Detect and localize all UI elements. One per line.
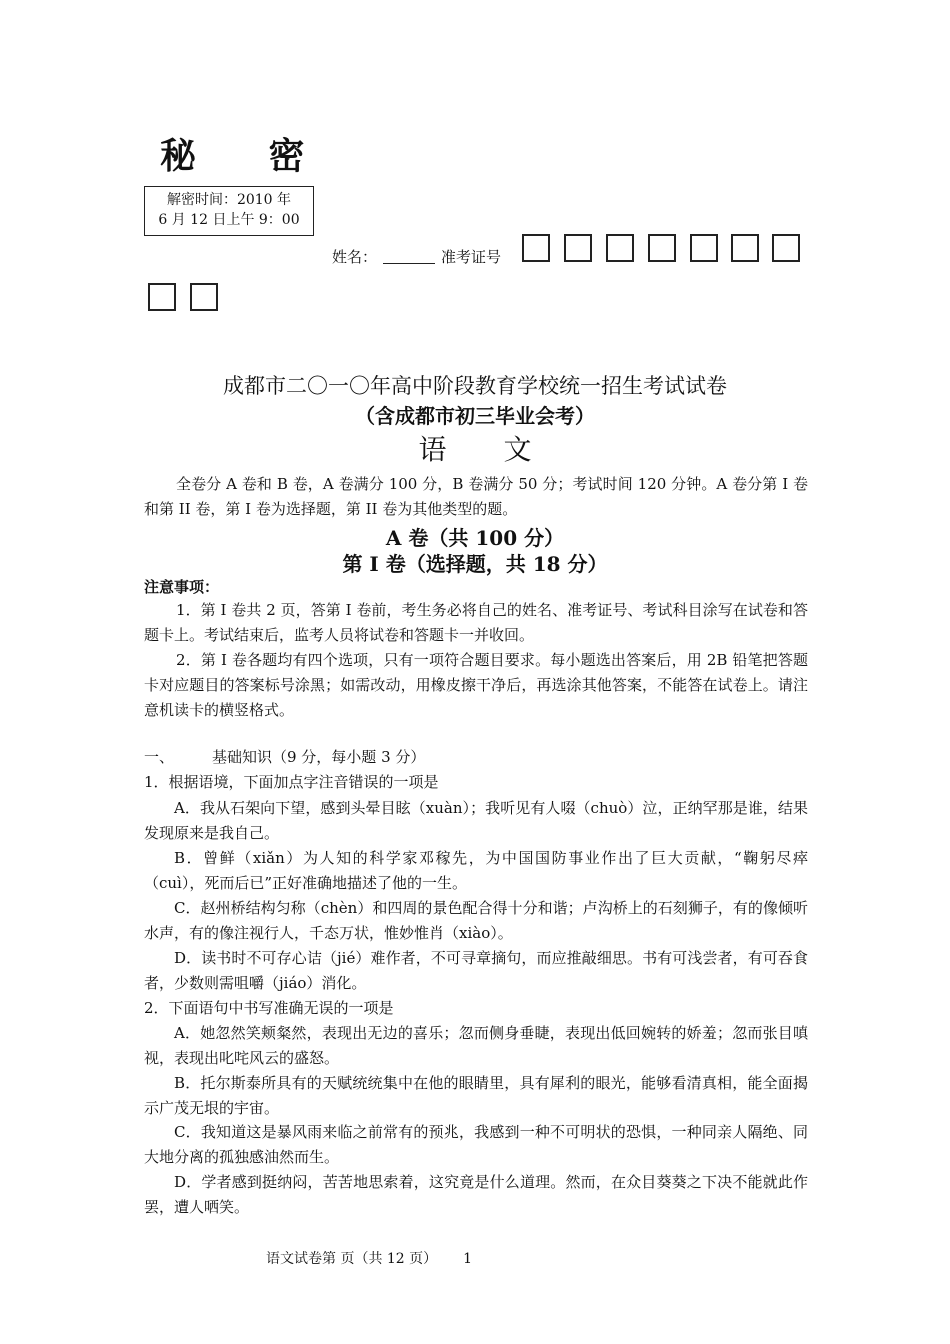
declass-line-1: 解密时间：2010 年 bbox=[166, 192, 292, 208]
ticket-digit-box[interactable] bbox=[772, 234, 800, 262]
declassification-box bbox=[144, 186, 314, 236]
exam-subtitle: （含成都市初三毕业会考） bbox=[355, 404, 595, 428]
ticket-label: 准考证号 bbox=[441, 248, 502, 266]
ticket-digit-box[interactable] bbox=[731, 234, 759, 262]
page-footer bbox=[266, 1248, 472, 1268]
question-2-option-a: A．她忽然笑颊粲然，表现出无边的喜乐；忽而侧身垂睫，表现出低回婉转的娇羞；忽而张目嗔视，表现出叱咤风云的盛怒。 bbox=[144, 1024, 808, 1067]
intro-paragraph: 全卷分 A 卷和 B 卷，A 卷满分 100 分，B 卷满分 50 分；考试时间 120 分钟。A 卷分第 I 卷和第 II 卷，第 I 卷为选择题，第 II 卷为其他类型的题。 bbox=[144, 475, 808, 518]
section-1-heading bbox=[144, 746, 425, 767]
question-2-option-d: D．学者感到挺纳闷，苦苦地思索着，这究竟是什么道理。然而，在众目葵葵之下决不能就此作罢，遭人哂笑。 bbox=[144, 1173, 808, 1216]
question-1-option-a: A．我从石架向下望，感到头晕目眩（xuàn）；我听见有人啜（chuò）泣，正纳罕那是谁，结果发现原来是我自己。 bbox=[144, 799, 808, 842]
secret-mark: 秘 密 bbox=[160, 135, 335, 177]
question-1-option-b: B．曾鲜（xiǎn）为人知的科学家邓稼先，为中国国防事业作出了巨大贡献，“鞠躬尽瘁（cuì），死而后已”正好准确地描述了他的一生。 bbox=[144, 849, 808, 892]
section-1-number: 一、 bbox=[144, 748, 175, 766]
question-1-option-d: D．读书时不可存心诘（jié）难作者，不可寻章摘句，而应推敲细思。书有可浅尝者，有可吞食者，少数则需咀嚼（jiáo）消化。 bbox=[144, 949, 808, 992]
footer-text: 语文试卷第 页（共 12 页） bbox=[266, 1251, 438, 1267]
ticket-digit-box[interactable] bbox=[564, 234, 592, 262]
notes-title: 注意事项： bbox=[144, 578, 220, 596]
ticket-digit-box[interactable] bbox=[606, 234, 634, 262]
note-item-2: 2．第 I 卷各题均有四个选项，只有一项符合题目要求。每小题选出答案后，用 2B 铅笔把答题卡对应题目的答案标号涂黑；如需改动，用橡皮擦干净后，再选涂其他答案，不能答在试卷上。请注意机读卡的横竖格式。 bbox=[144, 651, 808, 719]
ticket-digit-box[interactable] bbox=[522, 234, 550, 262]
question-2-option-c: C．我知道这是暴风雨来临之前常有的预兆，我感到一种不可明状的恐惧，一种同亲人隔绝、同大地分离的孤独感油然而生。 bbox=[144, 1123, 808, 1166]
volume-1-heading: 第 I 卷（选择题，共 18 分） bbox=[342, 552, 608, 576]
exam-title: 成都市二〇一〇年高中阶段教育学校统一招生考试试卷 bbox=[223, 374, 727, 398]
section-1-title: 基础知识（9 分，每小题 3 分） bbox=[212, 748, 426, 766]
note-item-1: 1．第 I 卷共 2 页，答第 I 卷前，考生务必将自己的姓名、准考证号、考试科目涂写在试卷和答题卡上。考试结束后，监考人员将试卷和答题卡一并收回。 bbox=[144, 601, 808, 644]
question-2-stem: 2．下面语句中书写准确无误的一项是 bbox=[144, 999, 394, 1017]
question-1-stem: 1．根据语境，下面加点字注音错误的一项是 bbox=[144, 773, 439, 791]
question-1-option-c: C．赵州桥结构匀称（chèn）和四周的景色配合得十分和谐；卢沟桥上的石刻狮子，有的像倾听水声，有的像注视行人，千态万状，惟妙惟肖（xiào）。 bbox=[144, 899, 808, 942]
name-line bbox=[332, 246, 501, 267]
name-blank[interactable] bbox=[383, 263, 435, 264]
ticket-digit-box[interactable] bbox=[190, 283, 218, 311]
name-label: 姓名： bbox=[332, 248, 378, 266]
declass-line-2: 6 月 12 日上午 9：00 bbox=[158, 212, 300, 228]
part-a-heading: A 卷（共 100 分） bbox=[385, 526, 565, 550]
ticket-digit-box[interactable] bbox=[648, 234, 676, 262]
question-2-option-b: B．托尔斯泰所具有的天赋统统集中在他的眼睛里，具有犀利的眼光，能够看清真相，能全面揭示广茂无垠的宇宙。 bbox=[144, 1074, 808, 1117]
ticket-digit-box[interactable] bbox=[690, 234, 718, 262]
ticket-digit-box[interactable] bbox=[148, 283, 176, 311]
page-number: 1 bbox=[463, 1251, 473, 1267]
subject-title: 语 文 bbox=[418, 433, 556, 466]
